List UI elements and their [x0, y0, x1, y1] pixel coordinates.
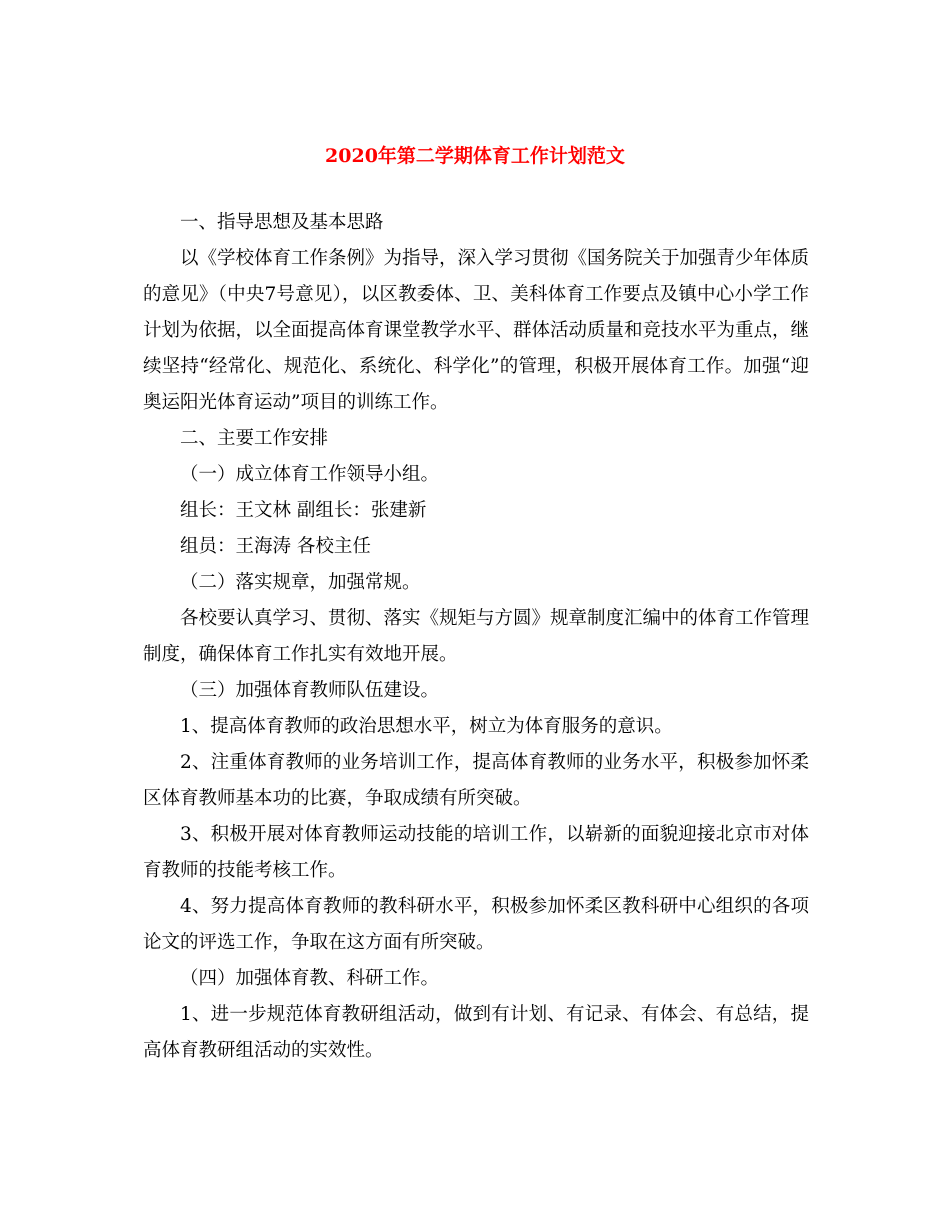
section-heading: 一、指导思想及基本思路 — [180, 212, 384, 233]
subsection-heading: （三）加强体育教师队伍建设。 — [180, 680, 440, 701]
list-item: 1、提高体育教师的政治思想水平，树立为体育服务的意识。 — [180, 716, 673, 737]
paragraph: 组长：王文林 副组长：张建新 — [180, 500, 427, 521]
list-item: 4、努力提高体育教师的教科研水平，积极参加怀柔区教科研中心组织的各项论文的评选工作，争取在这方面有所突破。 — [143, 896, 809, 953]
list-item: 3、积极开展对体育教师运动技能的培训工作，以崭新的面貌迎接北京市对体育教师的技能考核工作。 — [143, 824, 809, 881]
paragraph: 以《学校体育工作条例》为指导，深入学习贯彻《国务院关于加强青少年体质的意见》（中央7号意见），以区教委体、卫、美科体育工作要点及镇中心小学工作计划为依据，以全面提高体育课堂教学水平、群体活动质量和竞技水平为重点，继续坚持“经常化、规范化、系统化、科学化”的管理，积极开展体育工作。加强“迎奥运阳光体育运动”项目的训练工作。 — [143, 248, 810, 413]
list-item: 2、注重体育教师的业务培训工作，提高体育教师的业务水平，积极参加怀柔区体育教师基本功的比赛，争取成绩有所突破。 — [143, 752, 809, 809]
subsection-heading: （四）加强体育教、科研工作。 — [180, 968, 440, 989]
document-title: 2020年第二学期体育工作计划范文 — [325, 145, 625, 167]
document-body — [143, 205, 809, 1069]
paragraph: 组员：王海涛 各校主任 — [180, 536, 371, 557]
subsection-heading: （一）成立体育工作领导小组。 — [180, 464, 440, 485]
section-heading: 二、主要工作安排 — [180, 428, 329, 449]
subsection-heading: （二）落实规章，加强常规。 — [180, 572, 421, 593]
paragraph: 各校要认真学习、贯彻、落实《规矩与方圆》规章制度汇编中的体育工作管理制度，确保体育工作扎实有效地开展。 — [143, 608, 810, 665]
list-item: 1、进一步规范体育教研组活动，做到有计划、有记录、有体会、有总结，提高体育教研组活动的实效性。 — [143, 1004, 809, 1061]
